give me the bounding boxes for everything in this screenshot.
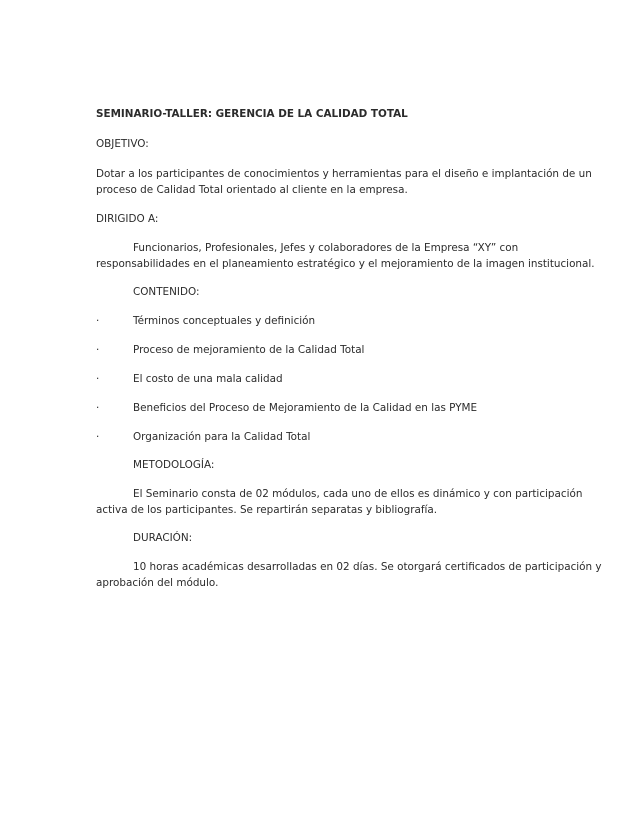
- duration-heading: DURACIÓN:: [133, 532, 193, 544]
- bullet-marker: ·: [96, 373, 100, 385]
- methodology-text-line-2: activa de los participantes. Se repartirán separatas y bibliografía.: [96, 504, 438, 516]
- objective-heading: OBJETIVO:: [96, 138, 149, 150]
- content-item: Organización para la Calidad Total: [133, 431, 311, 443]
- content-item: Términos conceptuales y definición: [133, 315, 316, 327]
- bullet-marker: ·: [96, 344, 100, 356]
- bullet-marker: ·: [96, 402, 100, 414]
- content-item: Beneficios del Proceso de Mejoramiento de la Calidad en las PYME: [133, 402, 478, 414]
- content-heading: CONTENIDO:: [133, 286, 200, 298]
- audience-heading: DIRIGIDO A:: [96, 213, 159, 225]
- content-item: Proceso de mejoramiento de la Calidad Total: [133, 344, 365, 356]
- bullet-marker: ·: [96, 315, 100, 327]
- bullet-marker: ·: [96, 431, 100, 443]
- objective-text-line-2: proceso de Calidad Total orientado al cliente en la empresa.: [96, 184, 408, 196]
- audience-text-line-2: responsabilidades en el planeamiento estratégico y el mejoramiento de la imagen institucional.: [96, 258, 595, 270]
- objective-text-line-1: Dotar a los participantes de conocimientos y herramientas para el diseño e implantación de un: [96, 168, 592, 180]
- document-title: SEMINARIO-TALLER: GERENCIA DE LA CALIDAD TOTAL: [96, 108, 408, 120]
- audience-text-line-1: Funcionarios, Profesionales, Jefes y colaboradores de la Empresa “XY” con: [133, 242, 519, 254]
- duration-text-line-2: aprobación del módulo.: [96, 577, 219, 589]
- content-item: El costo de una mala calidad: [133, 373, 283, 385]
- methodology-text-line-1: El Seminario consta de 02 módulos, cada uno de ellos es dinámico y con participación: [133, 488, 583, 500]
- duration-text-line-1: 10 horas académicas desarrolladas en 02 días. Se otorgará certificados de participación y: [133, 561, 602, 573]
- methodology-heading: METODOLOGÍA:: [133, 459, 215, 471]
